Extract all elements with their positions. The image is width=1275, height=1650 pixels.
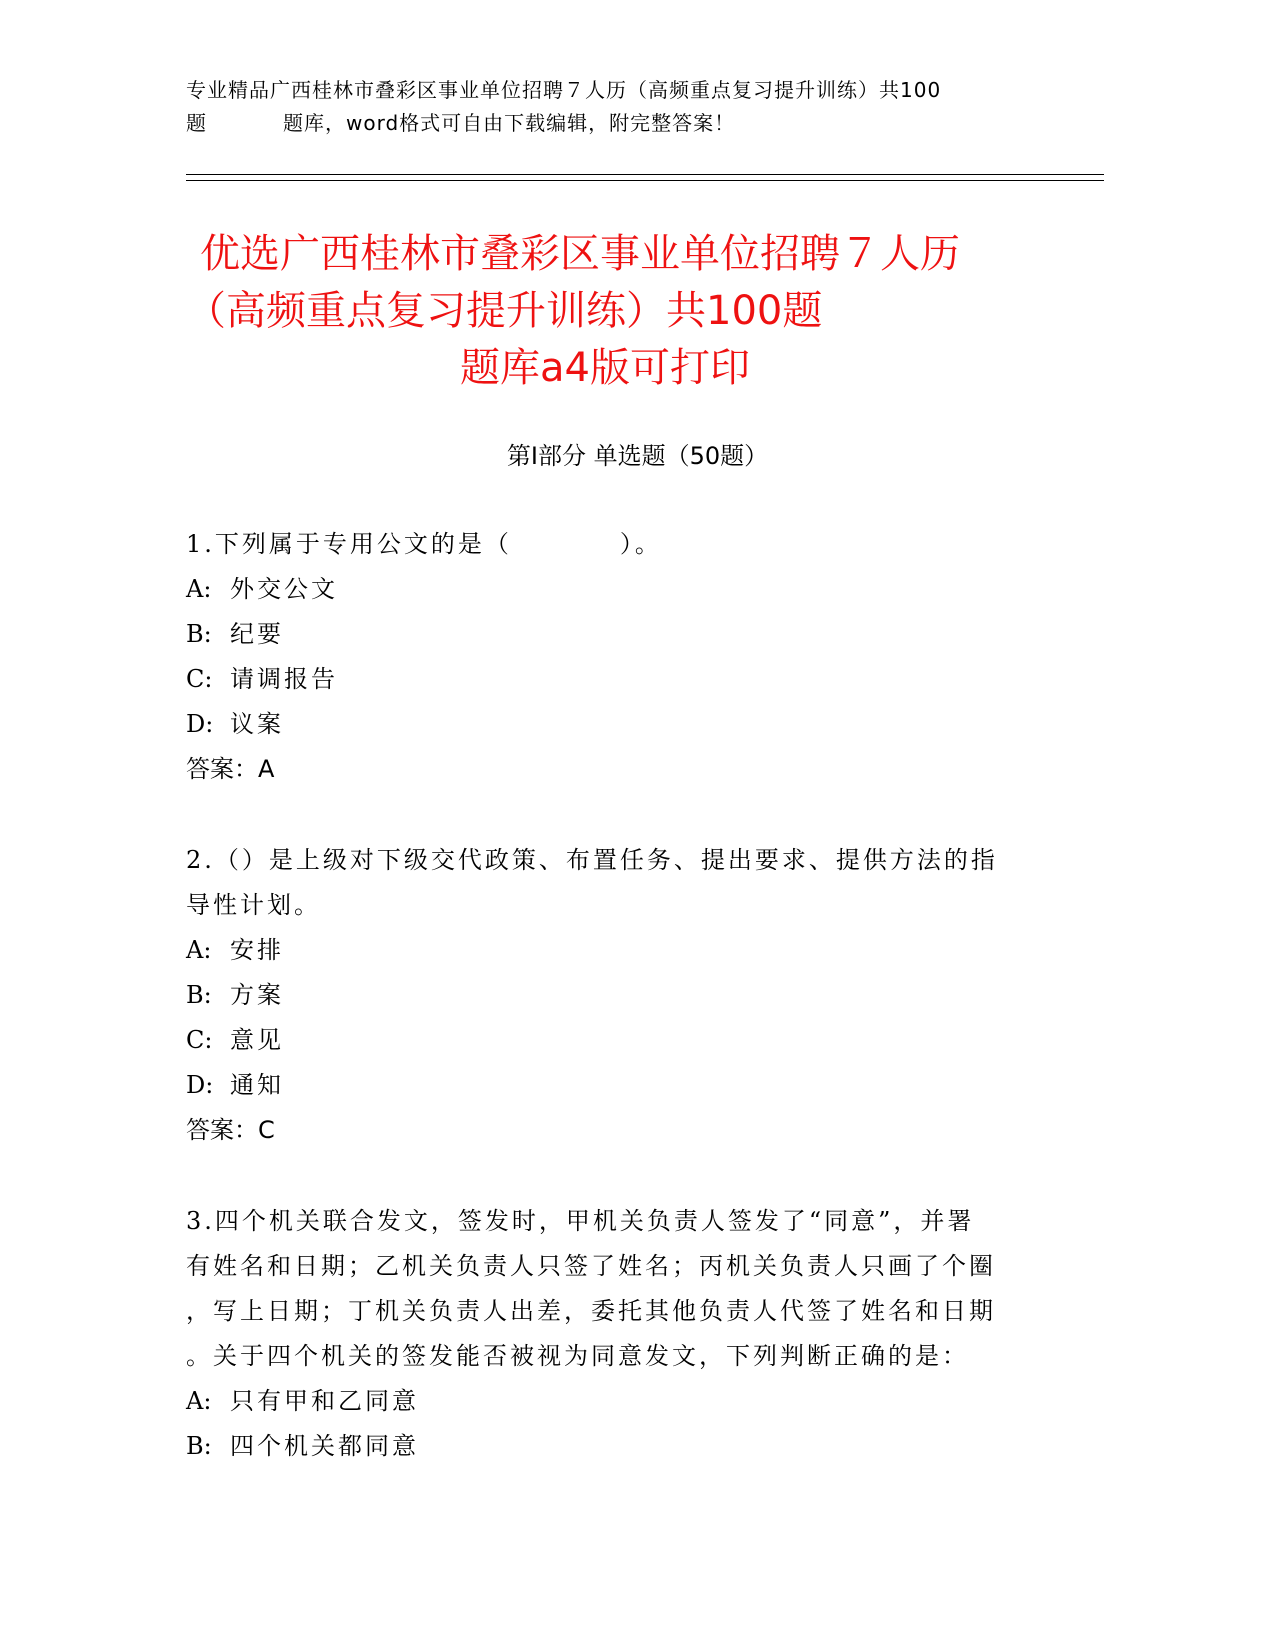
section-heading: 第Ⅰ部分 单选题（50题） xyxy=(506,442,769,470)
option-d: D: 通知 xyxy=(186,1071,284,1099)
question-stem: 3.四个机关联合发文，签发时，甲机关负责人签发了“同意”，并署 有姓名和日期；乙机关负责人只签了姓名；丙机关负责人只画了个圈 ，写上日期；丁机关负责人出差，委托其他负责人代签了姓名和日期 。关于四个机关的签发能否被视为同意发文，下列判断正确的是： xyxy=(186,1207,996,1370)
answer: 答案：A xyxy=(186,755,275,783)
question-list xyxy=(186,522,1046,1515)
option-a: A: 安排 xyxy=(186,936,284,964)
question-1 xyxy=(186,522,1046,792)
title-line-3: 题库a4版可打印 xyxy=(460,345,750,391)
title-line-1: 优选广西桂林市叠彩区事业单位招聘７人历 xyxy=(200,231,960,277)
option-d: D: 议案 xyxy=(186,710,284,738)
question-2 xyxy=(186,838,1046,1153)
option-b: B: 四个机关都同意 xyxy=(186,1432,419,1460)
option-b: B: 纪要 xyxy=(186,620,284,648)
question-stem: 2.（）是上级对下级交代政策、布置任务、提出要求、提供方法的指 导性计划。 xyxy=(186,846,998,919)
header-line-1: 专业精品广西桂林市叠彩区事业单位招聘７人历（高频重点复习提升训练）共100 xyxy=(186,78,942,102)
header-rule-bottom xyxy=(186,180,1104,181)
header-line-2: 题 题库，word格式可自由下载编辑，附完整答案！ xyxy=(186,111,736,135)
title-line-2: （高频重点复习提升训练）共100题 xyxy=(186,288,823,334)
document-title xyxy=(186,226,1091,397)
option-a: A: 外交公文 xyxy=(186,575,338,603)
option-a: A: 只有甲和乙同意 xyxy=(186,1387,419,1415)
option-b: B: 方案 xyxy=(186,981,284,1009)
option-c: C: 请调报告 xyxy=(186,665,338,693)
option-c: C: 意见 xyxy=(186,1026,284,1054)
header-rule-top xyxy=(186,174,1104,175)
document-header xyxy=(186,74,1086,140)
question-3 xyxy=(186,1199,1046,1469)
question-stem: 1.下列属于专用公文的是（ ）。 xyxy=(186,530,662,558)
answer: 答案：C xyxy=(186,1116,275,1144)
